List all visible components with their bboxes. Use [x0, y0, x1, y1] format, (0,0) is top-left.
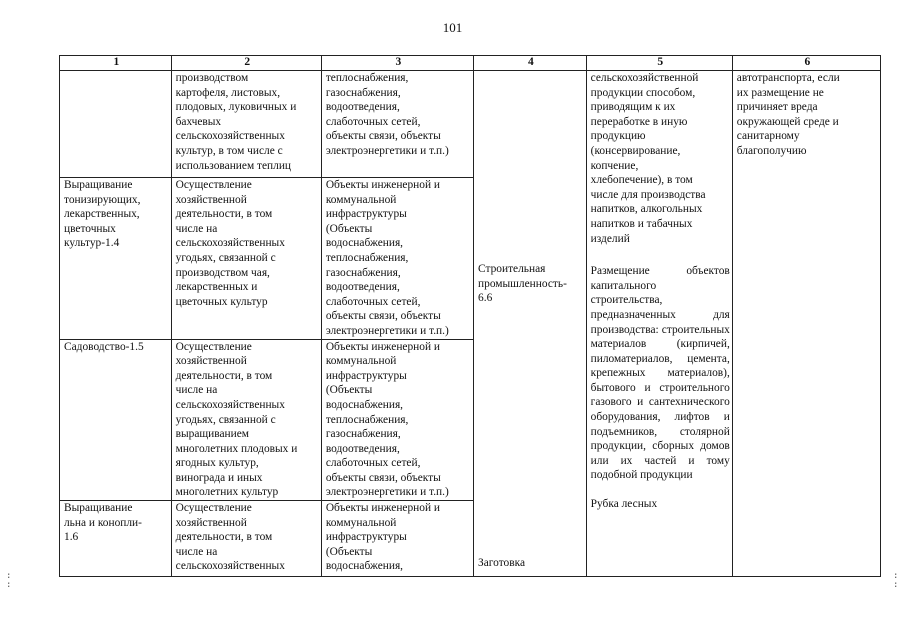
table-cell: Объекты инженерной и коммунальной инфраструктуры (Объекты водоснабжения, теплоснабжения, газоснабжения, водоотведения, слаботочных сетей, объекты связи, объекты электроэнергетики и т.п.)	[321, 178, 473, 340]
col5-text-part3: Рубка лесных	[590, 498, 658, 511]
zone-name-construction-industry: Строительная промышленность- 6.6	[478, 263, 567, 305]
table-cell-col5	[586, 71, 732, 577]
table-cell: Осуществление хозяйственной деятельности, в том числе на сельскохозяйственных угодьях, связанной с производством чая, лекарственных и цветочных культур	[171, 178, 321, 340]
table-cell: Объекты инженерной и коммунальной инфраструктуры (Объекты водоснабжения,	[321, 501, 473, 577]
column-header-5: 5	[586, 56, 732, 71]
land-use-table	[59, 55, 881, 577]
table-cell-col6: автотранспорта, если их размещение не причиняет вреда окружающей среде и санитарному благополучию	[732, 71, 880, 577]
page-number: 101	[442, 20, 463, 35]
col5-text-part2: Размещение объектов капитального строительства, предназначенных для производства: строительных материалов (кирпичей, пиломатериалов, цемента, крепежных материалов), бытового и строительного газового и сантехнического оборудования, лифтов и подъемников, столярной продукции, сборных домов или их частей и тому подобной продукции	[590, 265, 730, 482]
column-header-1: 1	[60, 56, 172, 71]
table-cell: Выращивание тонизирующих, лекарственных, цветочных культур-1.4	[60, 178, 172, 340]
zone-name-harvesting: Заготовка	[478, 557, 526, 569]
table-cell: Осуществление хозяйственной деятельности, в том числе на сельскохозяйственных	[171, 501, 321, 577]
table-cell: Осуществление хозяйственной деятельности, в том числе на сельскохозяйственных угодьях, связанной с выращиванием многолетних плодовых и ягодных культур, винограда и иных многолетних культур	[171, 339, 321, 501]
table-header-row	[60, 56, 881, 71]
scan-edge-mark-right: : :	[893, 571, 899, 590]
table-row	[60, 71, 881, 178]
col5-text-part1: сельскохозяйственной продукции способом, приводящим к их переработке в иную продукцию (консервирование, копчение, хлебопечение), в том числе для производства напитков, алкогольных напитков и табачных изделий	[590, 72, 706, 245]
table-cell	[60, 71, 172, 178]
column-header-6: 6	[732, 56, 880, 71]
table-cell: производством картофеля, листовых, плодовых, луковичных и бахчевых сельскохозяйственных культур, в том числе с использованием теплиц	[171, 71, 321, 178]
table-cell: Садоводство-1.5	[60, 339, 172, 501]
scan-edge-mark-left: : :	[6, 571, 12, 590]
table-cell: теплоснабжения, газоснабжения, водоотведения, слаботочных сетей, объекты связи, объекты электроэнергетики и т.п.)	[321, 71, 473, 178]
column-header-3: 3	[321, 56, 473, 71]
table-cell: Выращивание льна и конопли- 1.6	[60, 501, 172, 577]
column-header-2: 2	[171, 56, 321, 71]
table-cell: Объекты инженерной и коммунальной инфраструктуры (Объекты водоснабжения, теплоснабжения, газоснабжения, водоотведения, слаботочных сетей, объекты связи, объекты электроэнергетики и т.п.)	[321, 339, 473, 501]
table-cell-col4	[474, 71, 587, 577]
column-header-4: 4	[474, 56, 587, 71]
